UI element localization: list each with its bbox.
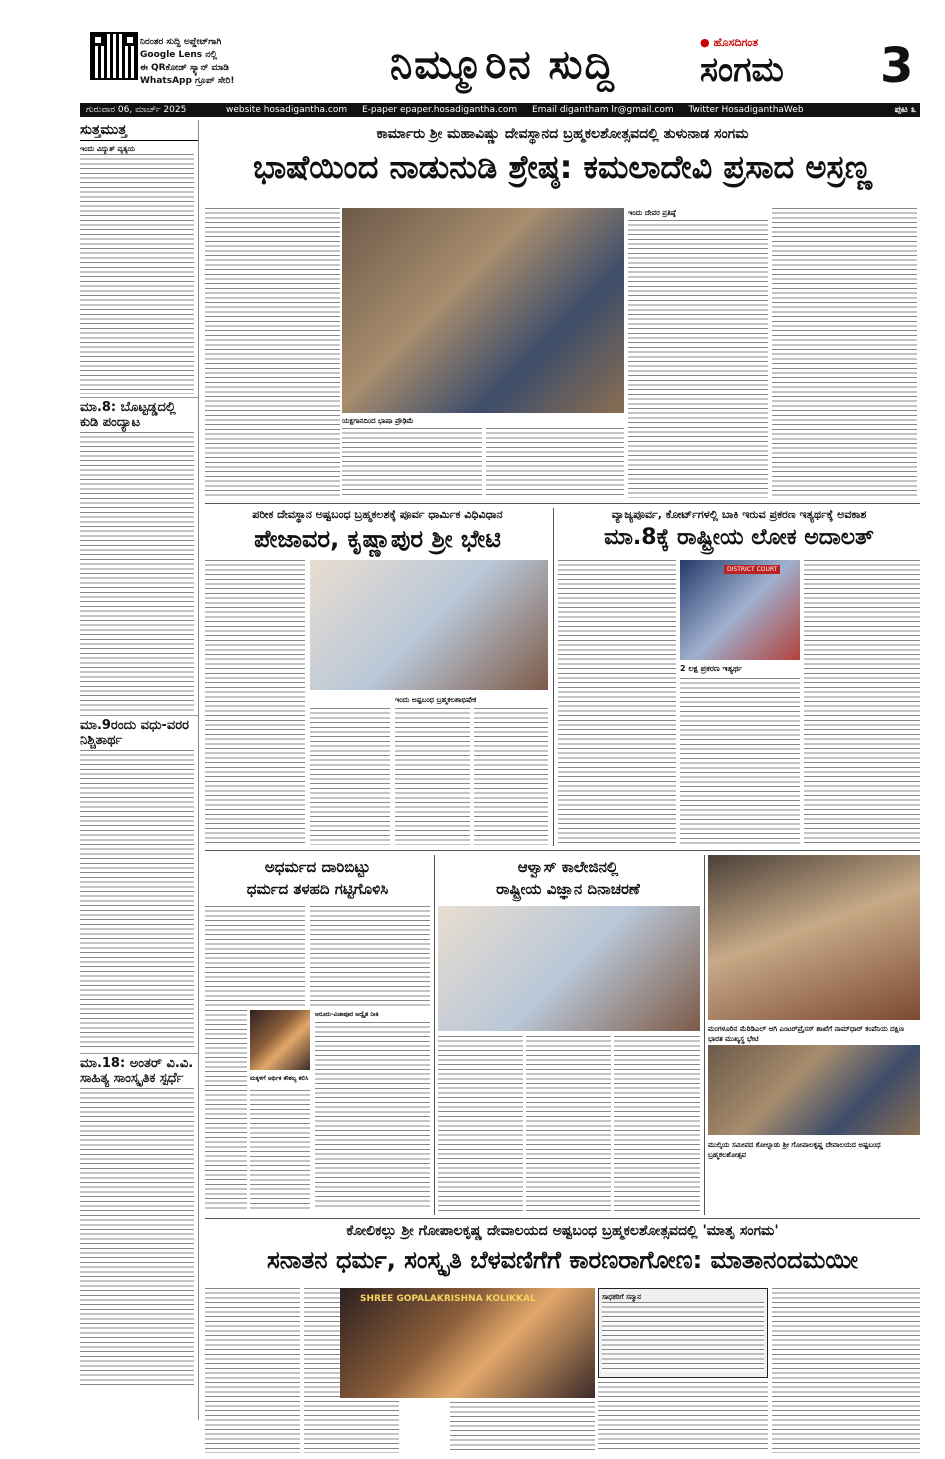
qr-code: [92, 34, 136, 78]
article-body: [804, 560, 920, 845]
website-link[interactable]: website hosadigantha.com: [226, 105, 348, 115]
event-photo: [438, 906, 700, 1031]
promo-line: Google Lens ನಲ್ಲಿ: [140, 50, 218, 60]
story-sub: 2 ಲಕ್ಷ ಪ್ರಕರಣ ಇತ್ಯರ್ಥ: [680, 664, 743, 673]
story-headline: ಸನಾತನ ಧರ್ಮ, ಸಂಸ್ಕೃತಿ ಬೆಳವಣಿಗೆಗೆ ಕಾರಣರಾಗೋಣ: ಮಾತಾನಂದಮಯೀ: [266, 1246, 859, 1274]
story-headline: ಪೇಜಾವರ, ಕೃಷ್ಣಾಪುರ ಶ್ರೀ ಭೇಟಿ: [254, 525, 501, 553]
box-body: [602, 1302, 764, 1372]
brief-title: ಮಾ.8: ಬೊಟ್ಟಡ್ಡದಲ್ಲಿ ಕುಡಿ ಪಂದ್ಯಾಟ: [80, 397, 198, 430]
article-body: [250, 1090, 310, 1210]
brief-body: [80, 1088, 198, 1388]
masthead-title: ನಿಮ್ಮೂರಿನ ಸುದ್ದಿ: [390, 41, 616, 88]
article-body: [205, 906, 305, 1006]
story-sub: ಆರೂರು-ವಿಜಾಪೂರ ಅದ್ವೈತ ನೀತಿ: [315, 1011, 379, 1018]
article-body: [628, 220, 768, 498]
page-number: 3: [880, 38, 914, 94]
brief-title: ಇಂದು ವಿದ್ಯುತ್ ವ್ಯತ್ಯಯ: [80, 145, 136, 153]
event-photo: [708, 1045, 920, 1135]
stage-banner: SHREE GOPALAKRISHNA KOLIKKAL: [360, 1294, 536, 1304]
event-photo: [310, 560, 548, 690]
court-photo: [680, 560, 800, 660]
side-title: ಇಂದು ದೇವರ ಪ್ರತಿಷ್ಠೆ: [628, 209, 676, 217]
divider: [205, 1218, 920, 1219]
article-body: [395, 708, 470, 845]
promo-line: ನಿರಂತರ ಸುದ್ದಿ ಅಪ್ಡೇಟ್‌ಗಾಗಿ: [140, 37, 222, 47]
article-body: [205, 208, 340, 498]
article-body: [474, 708, 548, 845]
header-info-bar: [80, 103, 920, 117]
story-kicker: ವ್ಯಾಜ್ಯಪೂರ್ವ, ಕೋರ್ಟ್‌ಗಳಲ್ಲಿ ಬಾಕಿ ಇರುವ ಪ್ರಕರಣ ಇತ್ಯರ್ಥಕ್ಕೆ ಅವಕಾಶ: [611, 508, 867, 521]
divider: [553, 508, 554, 846]
epaper-link[interactable]: E-paper epaper.hosadigantha.com: [362, 105, 518, 115]
column-title: ಸುತ್ತಮುತ್ತ: [80, 120, 198, 141]
story-headline: ಭಾಷೆಯಿಂದ ನಾಡುನುಡಿ ಶ್ರೇಷ್ಠ: ಕಮಲಾದೇವಿ ಪ್ರಸಾದ ಅಸ್ರಣ್ಣ: [253, 148, 872, 186]
story-headline: ರಾಷ್ಟ್ರೀಯ ವಿಜ್ಞಾನ ದಿನಾಚರಣೆ: [496, 880, 640, 898]
event-photo: [340, 1288, 595, 1398]
article-body: [315, 1022, 430, 1210]
article-body: [772, 208, 917, 498]
story-kicker: ಕಾರ್ಮಾರು ಶ್ರೀ ಮಹಾವಿಷ್ಣು ದೇವಸ್ಥಾನದ ಬ್ರಹ್ಮಕಲಶೋತ್ಸವದಲ್ಲಿ ತುಳುನಾಡ ಸಂಗಮ: [376, 126, 749, 142]
felicitation-box: [598, 1288, 768, 1378]
promo-line: ಈ QRಕೋಡ್ ಸ್ಕ್ಯಾನ್ ಮಾಡಿ: [140, 63, 229, 73]
story-kicker: ಕೋಲಿಕಲ್ಲು ಶ್ರೀ ಗೋಪಾಲಕೃಷ್ಣ ದೇವಾಲಯದ ಅಷ್ಟಬಂಧ ಬ್ರಹ್ಮಕಲಶೋತ್ಸವದಲ್ಲಿ 'ಮಾತೃ ಸಂಗಮ': [346, 1223, 779, 1239]
divider: [434, 855, 435, 1215]
contact-links: [226, 103, 916, 117]
photo-caption: ಯಕ್ಷಗಾನದಿಂದ ಭಾಷಾ ಪ್ರೌಢಿಮೆ: [342, 417, 414, 425]
brief-title: ಮಾ.9ರಂದು ವಧು-ವರರ ನಿಶ್ಚಿತಾರ್ಥ: [80, 715, 198, 748]
brand-logo: ● ಹೊಸದಿಗಂತ: [700, 36, 759, 49]
photo-caption: ಮುಲ್ಕಿಯ ಸಮೀಪದ ಕೋಲ್ನಾಡು ಶ್ರೀ ಗೋಪಾಲಕೃಷ್ಣ ದೇವಾಲಯದ ಅಷ್ಟಬಂಧ ಬ್ರಹ್ಮಕಲಶೋತ್ಸವ: [708, 1141, 881, 1159]
article-body: [205, 1288, 300, 1453]
divider: [205, 503, 920, 504]
court-sign: DISTRICT COURT: [724, 565, 780, 574]
article-body: [486, 428, 624, 498]
article-body: [450, 1402, 595, 1452]
photo-caption: ಮಂಗಳೂರಿನ ಮೆರಿಡಿಎಲ್ ಆಗಿ ಎಂಟರ್‌ಪ್ರೈಸಸ್ ಶಾಖೆಗೆ ನಾಮ್‌ಧಾರ್ ಕಂಪೆನಿಯ ದಕ್ಷಿಣ ಭಾರತ ಮುಖ್ಯಸ್ಥ ಭೇಟಿ: [708, 1025, 904, 1043]
twitter-link[interactable]: Twitter HosadiganthaWeb: [688, 105, 804, 115]
article-body: [205, 1010, 247, 1210]
page-label: ಪುಟ ೩: [894, 105, 916, 115]
divider: [205, 850, 920, 851]
brief-body: [80, 750, 198, 1050]
promo-line: WhatsApp ಗ್ರೂಪ್ ಸೇರಿ!: [140, 76, 235, 86]
office-photo: [708, 855, 920, 1020]
issue-date: ಗುರುವಾರ 06, ಮಾರ್ಚ್ 2025: [86, 105, 187, 115]
article-body: [772, 1288, 920, 1453]
divider: [704, 855, 705, 1215]
story-sub: ಮಕ್ಕಳಿಗೆ ಆರ್ಥಿಕ ಕೌಶಲ್ಯ ಕಲಿಸಿ: [250, 1075, 309, 1082]
article-body: [438, 1036, 523, 1212]
brief-title: ಮಾ.18: ಅಂತರ್ ವಿ.ವಿ. ಸಾಹಿತ್ಯ ಸಾಂಸ್ಕೃತಿಕ ಸ್ಪರ್ಧೆ: [80, 1053, 198, 1086]
article-body: [342, 428, 482, 498]
brief-body: [80, 432, 198, 712]
story-headline: ಅಧರ್ಮದ ದಾರಿಬಿಟ್ಟು: [264, 858, 371, 876]
story-headline: ಮಾ.8ಕ್ಕೆ ರಾಷ್ಟ್ರೀಯ ಲೋಕ ಅದಾಲತ್: [604, 525, 874, 550]
left-column-briefs: [80, 120, 199, 1420]
article-body: [526, 1036, 611, 1212]
article-body: [310, 708, 390, 845]
article-body: [598, 1382, 768, 1452]
article-body: [614, 1036, 700, 1212]
speaker-photo: [250, 1010, 310, 1070]
box-title: ಸಾಧಕರಿಗೆ ಸನ್ಮಾನ: [602, 1293, 641, 1301]
article-body: [310, 906, 430, 1006]
article-body: [205, 560, 305, 845]
article-body: [680, 678, 800, 845]
email-link[interactable]: Email digantham lr@gmail.com: [532, 105, 674, 115]
whatsapp-promo: [140, 36, 310, 88]
article-body: [558, 560, 676, 845]
event-photo: [342, 208, 624, 413]
story-kicker: ಪರೀಕ ದೇವಸ್ಥಾನ ಅಷ್ಟಬಂಧ ಬ್ರಹ್ಮಕಲಶಕ್ಕೆ ಪೂರ್ವ ಧಾರ್ಮಿಕ ವಿಧಿವಿಧಾನ: [252, 508, 503, 521]
story-headline: ಧರ್ಮದ ತಳಹದಿ ಗಟ್ಟಿಗೊಳಿಸಿ: [246, 880, 389, 898]
brief-body: [80, 154, 198, 394]
story-sub: ಇಂದು ಅಷ್ಟಬಂಧ ಬ್ರಹ್ಮಕಲಶಾಭಿಷೇಕ: [395, 696, 477, 704]
story-headline: ಆಳ್ವಾಸ್ ಕಾಲೇಜಿನಲ್ಲಿ: [517, 858, 619, 876]
edition-title: ಸಂಗಮ: [700, 50, 784, 90]
brand-name: ಹೊಸದಿಗಂತ: [713, 36, 759, 49]
